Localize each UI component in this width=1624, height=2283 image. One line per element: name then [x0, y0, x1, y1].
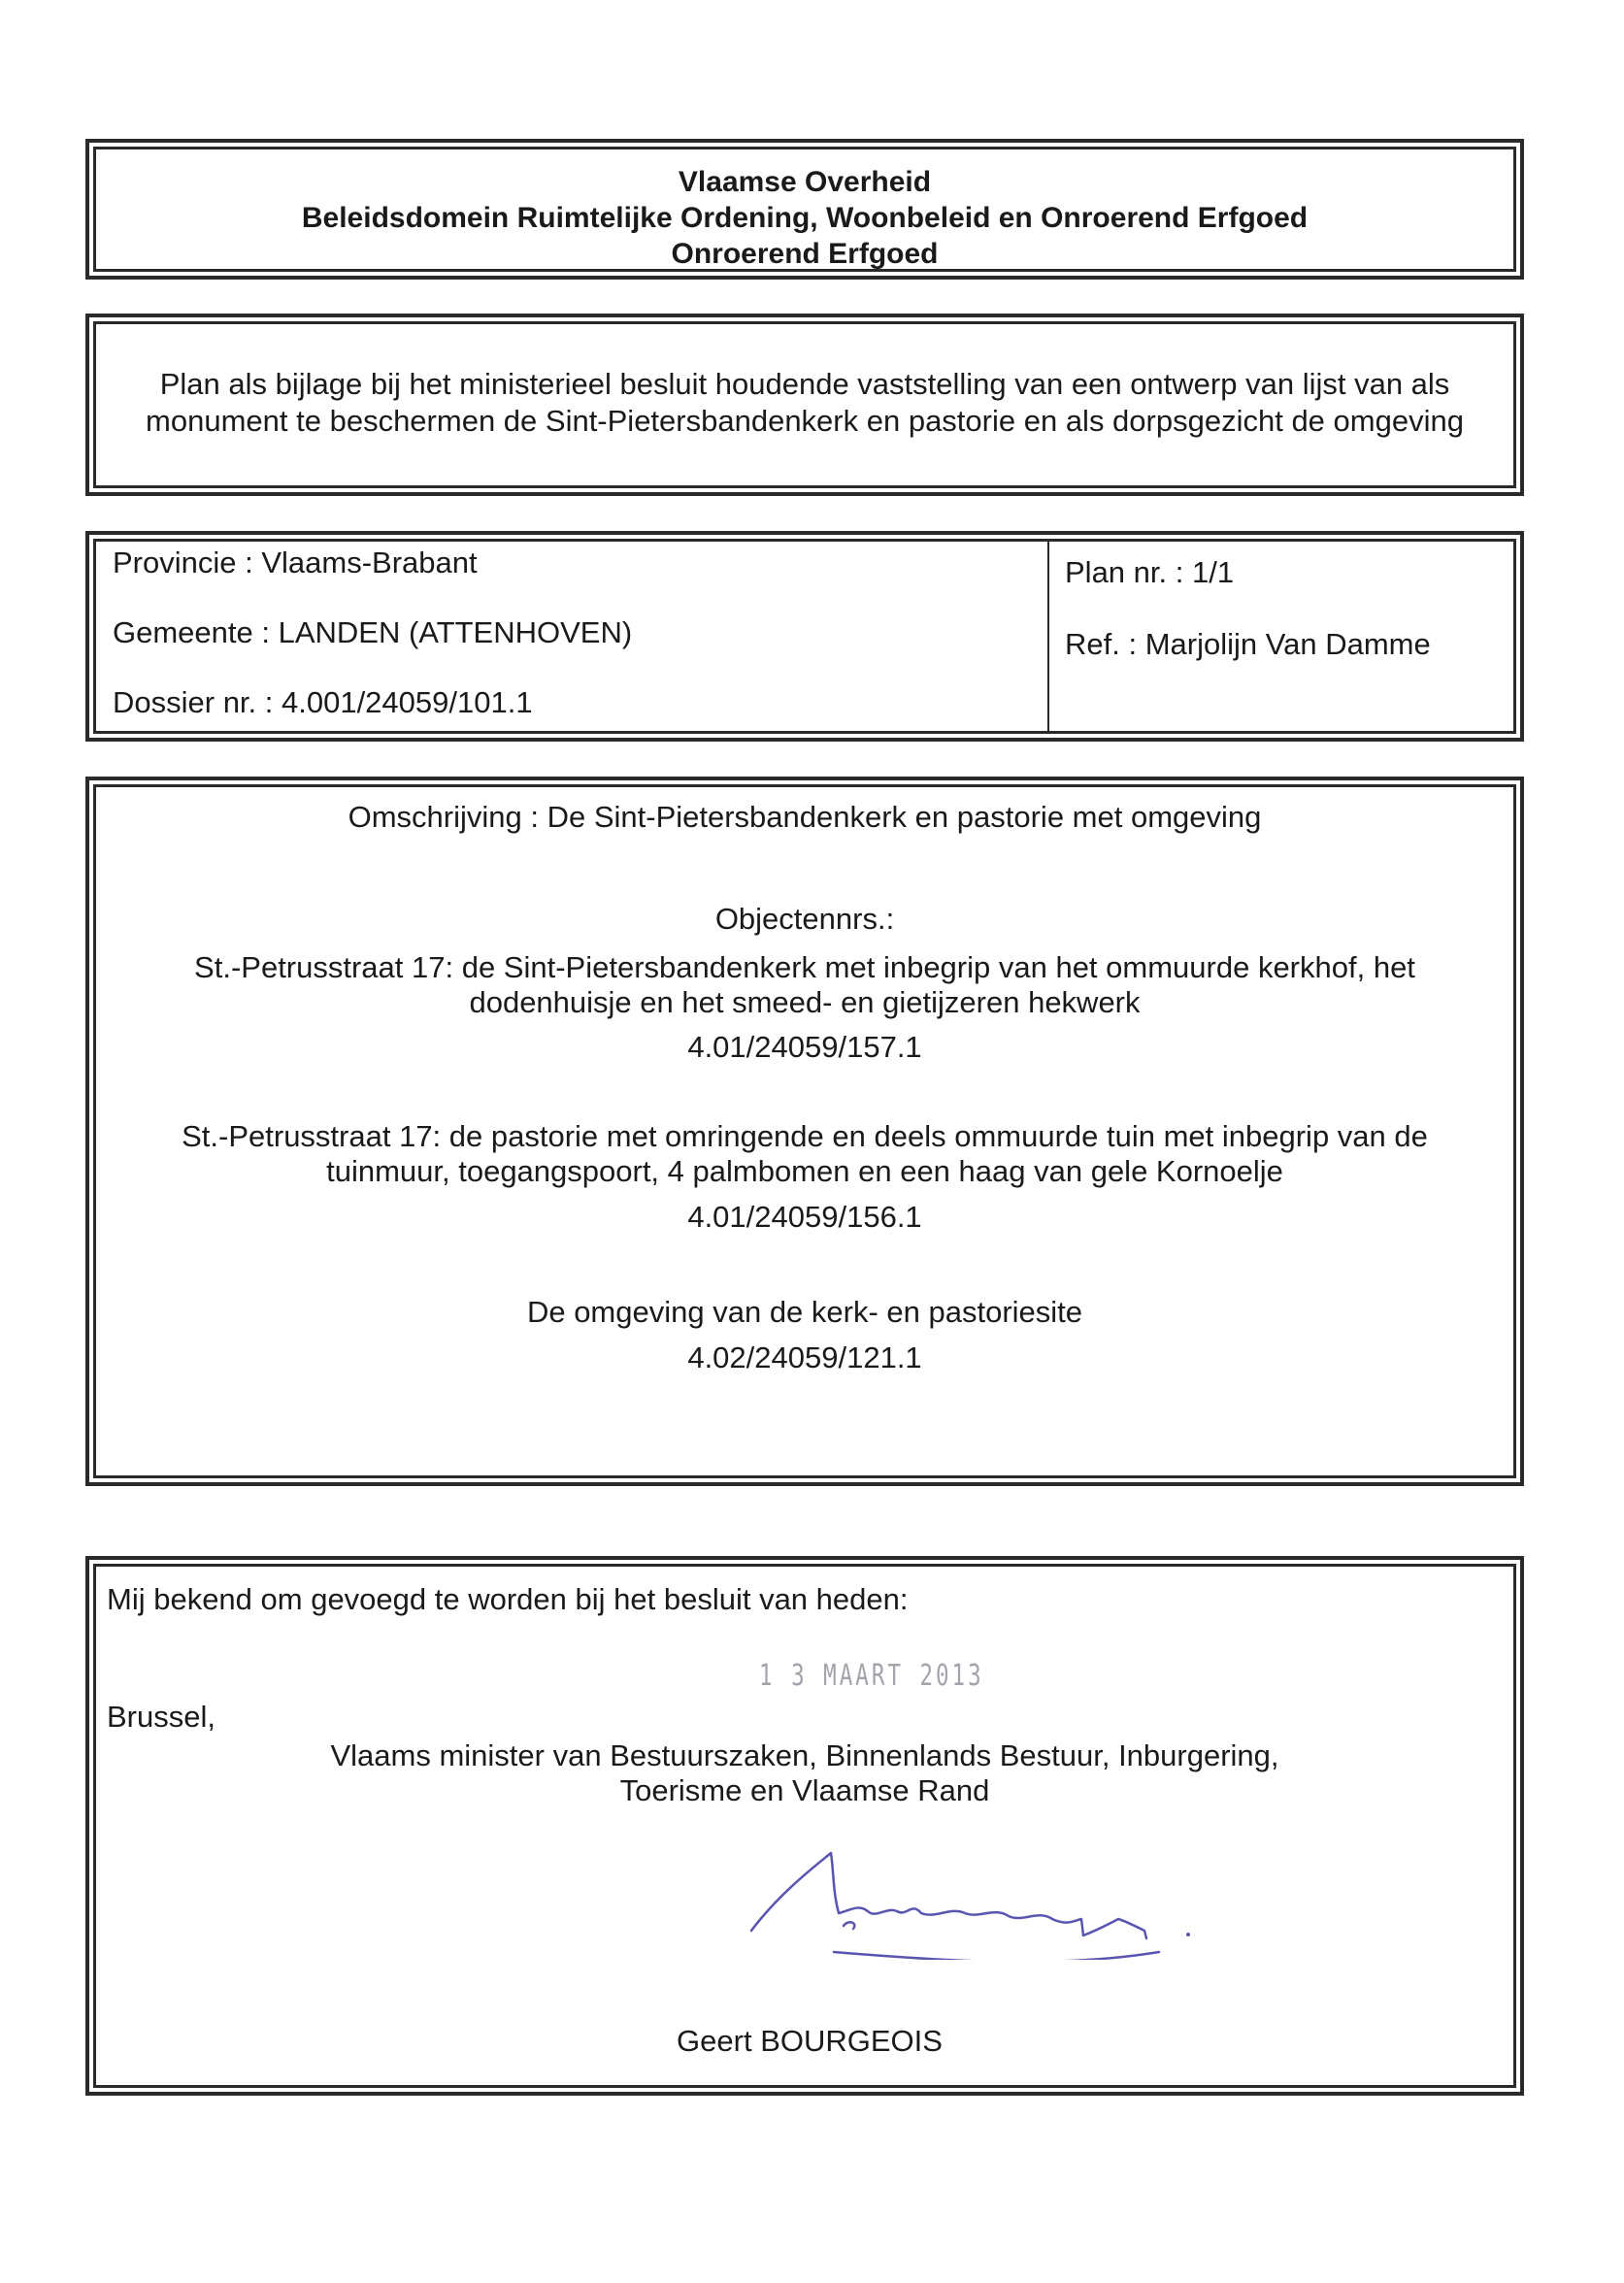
object-1-line-1: St.-Petrusstraat 17: de Sint-Pietersbandenkerk met inbegrip van het ommuurde kerkhof, het	[194, 950, 1415, 984]
signature-box	[85, 1556, 1524, 2096]
signature-icon	[713, 1834, 1256, 1960]
object-2-line-1: St.-Petrusstraat 17: de pastorie met omringende en deels ommuurde tuin met inbegrip van de	[182, 1119, 1428, 1153]
minister-title-line-2: Toerisme en Vlaamse Rand	[619, 1773, 990, 1807]
plan-description-line-1: Plan als bijlage bij het ministerieel besluit houdende vaststelling van een ontwerp van lijst van als	[159, 367, 1450, 401]
plan-number-field: Plan nr. : 1/1	[1065, 555, 1235, 589]
header-box	[85, 139, 1524, 280]
metadata-box	[85, 531, 1524, 742]
reference-field: Ref. : Marjolijn Van Damme	[1065, 627, 1431, 661]
object-2-line-2: tuinmuur, toegangspoort, 4 palmbomen en een haag van gele Kornoelje	[326, 1154, 1283, 1188]
header-line-3: Onroerend Erfgoed	[671, 238, 939, 270]
gemeente-field: Gemeente : LANDEN (ATTENHOVEN)	[113, 615, 633, 649]
header-line-2: Beleidsdomein Ruimtelijke Ordening, Woonbeleid en Onroerend Erfgoed	[301, 202, 1309, 234]
provincie-field: Provincie : Vlaams-Brabant	[113, 546, 478, 579]
description-box	[85, 777, 1524, 1486]
dossier-field: Dossier nr. : 4.001/24059/101.1	[113, 685, 533, 719]
column-divider	[1047, 542, 1049, 731]
object-3-line-1: De omgeving van de kerk- en pastoriesite	[526, 1295, 1083, 1329]
minister-title-line-1: Vlaams minister van Bestuurszaken, Binnenlands Bestuur, Inburgering,	[330, 1738, 1279, 1772]
intro-text: Mij bekend om gevoegd te worden bij het besluit van heden:	[107, 1582, 909, 1616]
object-1-number: 4.01/24059/157.1	[687, 1030, 922, 1064]
signatory-name: Geert BOURGEOIS	[677, 2024, 943, 2058]
object-2-number: 4.01/24059/156.1	[687, 1200, 922, 1234]
place-text: Brussel,	[107, 1700, 215, 1734]
date-stamp: 1 3 MAART 2013	[759, 1659, 984, 1693]
omschrijving-text: Omschrijving : De Sint-Pietersbandenkerk en pastorie met omgeving	[348, 800, 1262, 834]
metadata-left	[113, 545, 632, 721]
plan-description-line-2: monument te beschermen de Sint-Pietersbandenkerk en pastorie en als dorpsgezicht de omgeving	[146, 404, 1464, 438]
object-3-number: 4.02/24059/121.1	[687, 1340, 922, 1374]
metadata-right	[1065, 554, 1431, 663]
header-line-1: Vlaamse Overheid	[678, 166, 932, 198]
object-1-line-2: dodenhuisje en het smeed- en gietijzeren hekwerk	[469, 985, 1141, 1019]
plan-description-box	[85, 314, 1524, 496]
objecten-label: Objectennrs.:	[714, 902, 895, 936]
